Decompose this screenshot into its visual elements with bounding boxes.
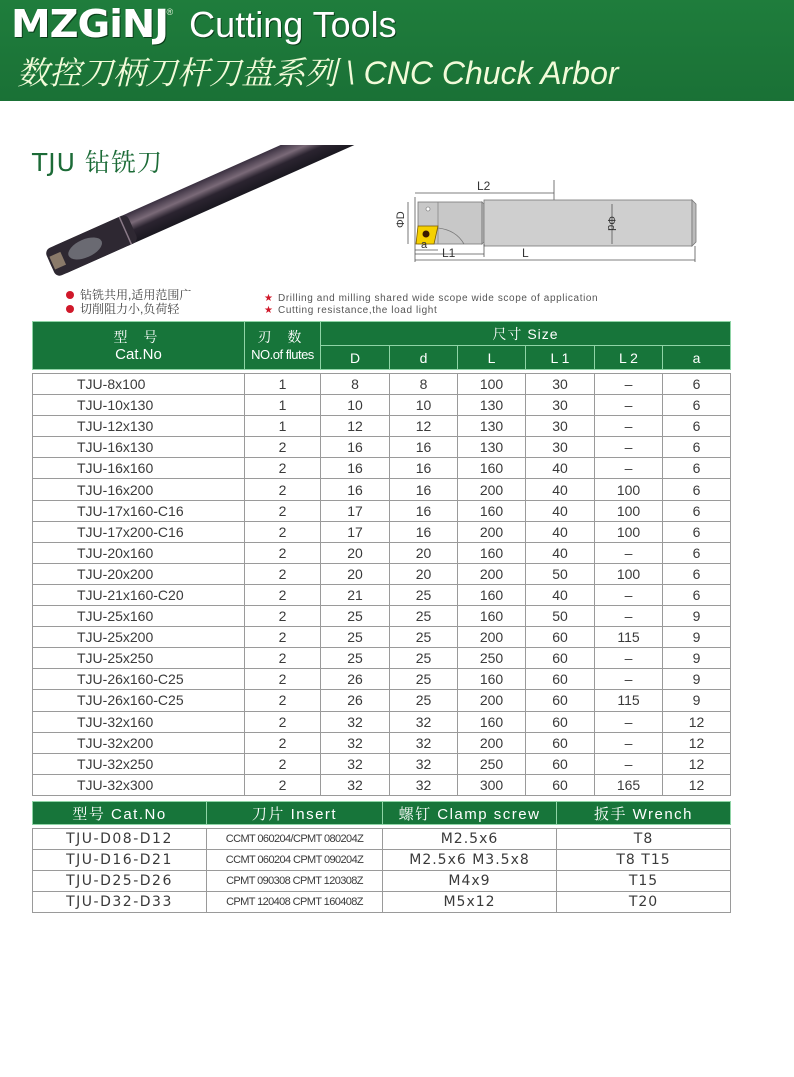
bullet-dot-icon [66,305,74,313]
cell-l1: 60 [526,690,595,711]
dim-a: a [421,239,428,251]
header-size: 尺寸 Size [321,322,731,346]
cell-a: 9 [663,627,731,648]
cell-l1: 60 [526,648,595,669]
acc-header-cat: 型号 Cat.No [33,802,207,825]
cell-d: 8 [390,374,458,395]
cell-d: 21 [321,584,390,605]
cell-l1: 60 [526,627,595,648]
brand-line [11,2,397,46]
cell-cat-no: TJU-17x200-C16 [33,521,245,542]
cell-l: 250 [458,753,526,774]
cell-d: 25 [321,648,390,669]
cell-screw: M2.5x6 M3.5x8 [383,850,557,871]
cell-d: 25 [390,669,458,690]
cell-cat: TJU-D16-D21 [33,850,207,871]
cell-flutes: 1 [245,374,321,395]
table-row [33,458,731,479]
cell-l: 200 [458,563,526,584]
cell-l1: 40 [526,500,595,521]
cell-d: 16 [321,458,390,479]
technical-diagram [392,162,712,262]
cell-l2: 115 [595,690,663,711]
cell-l: 200 [458,690,526,711]
header-col-L1: L 1 [526,346,595,370]
cell-d: 12 [390,416,458,437]
cell-d: 17 [321,500,390,521]
spec-table-body [33,370,731,796]
star-icon: ★ [264,293,274,304]
cell-flutes: 2 [245,584,321,605]
cell-l2: – [595,648,663,669]
cell-d: 32 [390,711,458,732]
cell-d: 25 [390,584,458,605]
cell-flutes: 2 [245,500,321,521]
cell-l1: 60 [526,774,595,795]
header-banner [0,0,794,101]
cell-flutes: 2 [245,711,321,732]
header-col-D: D [321,346,390,370]
cell-l2: 100 [595,500,663,521]
dim-d: Φd [605,216,617,231]
cell-a: 12 [663,774,731,795]
table-row [33,584,731,605]
cell-d: 16 [321,437,390,458]
cell-flutes: 1 [245,395,321,416]
cell-insert: CCMT 060204 CPMT 090204Z [207,850,383,871]
cell-flutes: 2 [245,732,321,753]
cell-l: 130 [458,416,526,437]
brand-logo: MZGiNJ [11,2,169,46]
cell-l2: 100 [595,479,663,500]
cell-cat-no: TJU-20x200 [33,563,245,584]
table-row [33,753,731,774]
cell-l2: – [595,753,663,774]
cell-cat-no: TJU-25x250 [33,648,245,669]
cell-flutes: 2 [245,542,321,563]
dim-l1: L1 [442,246,456,260]
cell-l2: – [595,711,663,732]
table-row [33,892,731,913]
cell-l1: 60 [526,732,595,753]
cell-d: 26 [321,690,390,711]
cell-cat-no: TJU-32x250 [33,753,245,774]
bullet-dot-icon [66,291,74,299]
cell-l1: 50 [526,563,595,584]
cell-cat: TJU-D25-D26 [33,871,207,892]
cell-l1: 30 [526,416,595,437]
cell-d: 10 [321,395,390,416]
cell-wrench: T15 [557,871,731,892]
cell-a: 6 [663,500,731,521]
cell-l1: 40 [526,542,595,563]
cell-flutes: 2 [245,669,321,690]
cell-cat: TJU-D08-D12 [33,829,207,850]
cell-l2: – [595,669,663,690]
cell-d: 32 [321,774,390,795]
cell-l: 200 [458,521,526,542]
feature-en-item: ★ Cutting resistance,the load light [264,305,438,316]
cell-d: 25 [321,627,390,648]
acc-header-screw: 螺钉 Clamp screw [383,802,557,825]
cell-l1: 60 [526,711,595,732]
cell-d: 20 [390,542,458,563]
cell-l: 160 [458,669,526,690]
cell-cat-no: TJU-20x160 [33,542,245,563]
cell-screw: M2.5x6 [383,829,557,850]
header-col-L: L [458,346,526,370]
cell-d: 32 [321,711,390,732]
cell-l2: – [595,437,663,458]
cell-d: 16 [321,479,390,500]
table-row [33,563,731,584]
table-row [33,850,731,871]
cell-screw: M5x12 [383,892,557,913]
star-icon: ★ [264,305,274,316]
cell-d: 20 [321,563,390,584]
cell-l1: 40 [526,521,595,542]
cell-flutes: 2 [245,521,321,542]
cell-cat-no: TJU-25x200 [33,627,245,648]
cell-l: 160 [458,542,526,563]
tool-photo [40,145,370,285]
cell-insert: CPMT 120408 CPMT 160408Z [207,892,383,913]
cell-cat-no: TJU-25x160 [33,606,245,627]
cell-a: 6 [663,521,731,542]
cell-l1: 40 [526,458,595,479]
cell-l1: 40 [526,479,595,500]
cell-flutes: 2 [245,606,321,627]
cell-l1: 40 [526,584,595,605]
cell-l2: – [595,606,663,627]
cell-d: 25 [321,606,390,627]
cell-l: 130 [458,437,526,458]
cell-cat-no: TJU-26x160-C25 [33,690,245,711]
cell-flutes: 2 [245,437,321,458]
table-row [33,627,731,648]
cell-cat-no: TJU-21x160-C20 [33,584,245,605]
cell-l: 200 [458,732,526,753]
header-flutes: 刃 数 NO.of flutes [245,322,321,370]
cell-cat-no: TJU-32x160 [33,711,245,732]
header-col-a: a [663,346,731,370]
cell-insert: CCMT 060204/CPMT 080204Z [207,829,383,850]
acc-header-insert: 刀片 Insert [207,802,383,825]
cell-a: 6 [663,374,731,395]
cell-cat-no: TJU-8x100 [33,374,245,395]
feature-cn-item: 钻铣共用,适用范围广 [66,288,191,302]
header-model: 型 号 Cat.No [33,322,245,370]
cell-d: 32 [390,732,458,753]
cell-d: 16 [390,500,458,521]
dim-D: ΦD [395,211,407,228]
cell-l2: – [595,584,663,605]
cell-cat-no: TJU-16x200 [33,479,245,500]
cell-l2: – [595,416,663,437]
cell-a: 6 [663,416,731,437]
cell-l2: – [595,458,663,479]
table-row [33,669,731,690]
table-row [33,521,731,542]
spec-table [32,321,731,796]
accessory-table [32,801,731,913]
cell-d: 16 [390,479,458,500]
cell-flutes: 1 [245,416,321,437]
cell-cat-no: TJU-32x300 [33,774,245,795]
cell-wrench: T20 [557,892,731,913]
acc-header-wrench: 扳手 Wrench [557,802,731,825]
features-en [264,293,598,317]
cell-cat-no: TJU-16x160 [33,458,245,479]
cell-d: 20 [390,563,458,584]
cell-screw: M4x9 [383,871,557,892]
cell-d: 25 [390,627,458,648]
series-title: 数控刀柄刀杆刀盘系列 \ CNC Chuck Arbor [17,55,619,91]
cell-flutes: 2 [245,458,321,479]
cell-flutes: 2 [245,563,321,584]
cell-d: 32 [321,753,390,774]
cell-l: 160 [458,458,526,479]
cell-flutes: 2 [245,479,321,500]
cell-d: 32 [390,774,458,795]
cell-flutes: 2 [245,627,321,648]
cell-l: 100 [458,374,526,395]
cell-cat-no: TJU-12x130 [33,416,245,437]
table-row [33,500,731,521]
cell-a: 9 [663,669,731,690]
cell-l1: 30 [526,437,595,458]
cell-l2: – [595,374,663,395]
cell-l2: 100 [595,521,663,542]
cell-l: 200 [458,479,526,500]
cell-l2: – [595,542,663,563]
cell-cat: TJU-D32-D33 [33,892,207,913]
table-row [33,732,731,753]
feature-cn-item: 切削阻力小,负荷轻 [66,302,191,316]
cell-flutes: 2 [245,753,321,774]
header-col-L2: L 2 [595,346,663,370]
cell-l: 300 [458,774,526,795]
registered-mark: ® [166,7,174,17]
brand-subtitle: Cutting Tools [189,4,397,45]
cell-flutes: 2 [245,648,321,669]
cell-l2: 115 [595,627,663,648]
table-row [33,648,731,669]
table-row [33,774,731,795]
table-row [33,711,731,732]
table-row [33,374,731,395]
cell-cat-no: TJU-26x160-C25 [33,669,245,690]
feature-en-item: ★ Drilling and milling shared wide scope wide scope of application [264,293,599,304]
cell-d: 25 [390,606,458,627]
table-row [33,437,731,458]
cell-d: 12 [321,416,390,437]
accessory-table-body [33,825,731,913]
cell-d: 20 [321,542,390,563]
cell-a: 9 [663,648,731,669]
table-row [33,395,731,416]
cell-cat-no: TJU-10x130 [33,395,245,416]
cell-d: 25 [390,690,458,711]
cell-l2: – [595,395,663,416]
cell-cat-no: TJU-16x130 [33,437,245,458]
table-row [33,690,731,711]
dim-l: L [522,246,529,260]
cell-l1: 50 [526,606,595,627]
cell-l2: 100 [595,563,663,584]
table-row [33,479,731,500]
cell-wrench: T8 T15 [557,850,731,871]
table-row [33,542,731,563]
cell-l2: – [595,732,663,753]
cell-a: 6 [663,479,731,500]
cell-cat-no: TJU-17x160-C16 [33,500,245,521]
cell-a: 9 [663,606,731,627]
cell-d: 16 [390,521,458,542]
cell-d: 17 [321,521,390,542]
cell-l: 130 [458,395,526,416]
cell-a: 6 [663,563,731,584]
cell-insert: CPMT 090308 CPMT 120308Z [207,871,383,892]
cell-d: 16 [390,437,458,458]
cell-a: 6 [663,542,731,563]
cell-d: 25 [390,648,458,669]
cell-l2: 165 [595,774,663,795]
cell-a: 6 [663,458,731,479]
cell-d: 32 [390,753,458,774]
cell-d: 16 [390,458,458,479]
cell-l1: 60 [526,753,595,774]
cell-l1: 30 [526,395,595,416]
cell-a: 6 [663,584,731,605]
cell-a: 12 [663,732,731,753]
cell-flutes: 2 [245,774,321,795]
header-col-d: d [390,346,458,370]
cell-l: 160 [458,606,526,627]
cell-wrench: T8 [557,829,731,850]
cell-d: 26 [321,669,390,690]
cell-a: 6 [663,437,731,458]
cell-l: 160 [458,500,526,521]
cell-d: 10 [390,395,458,416]
table-row [33,416,731,437]
features-cn [66,288,191,316]
cell-d: 8 [321,374,390,395]
cell-a: 12 [663,753,731,774]
table-row [33,829,731,850]
cell-a: 9 [663,690,731,711]
cell-l: 250 [458,648,526,669]
cell-d: 32 [321,732,390,753]
cell-flutes: 2 [245,690,321,711]
product-title: TJU 钻铣刀 [32,148,163,177]
dim-l2: L2 [477,179,491,193]
cell-l: 160 [458,584,526,605]
table-row [33,871,731,892]
cell-a: 6 [663,395,731,416]
table-row [33,606,731,627]
cell-l1: 30 [526,374,595,395]
cell-cat-no: TJU-32x200 [33,732,245,753]
cell-a: 12 [663,711,731,732]
cell-l: 200 [458,627,526,648]
cell-l: 160 [458,711,526,732]
cell-l1: 60 [526,669,595,690]
